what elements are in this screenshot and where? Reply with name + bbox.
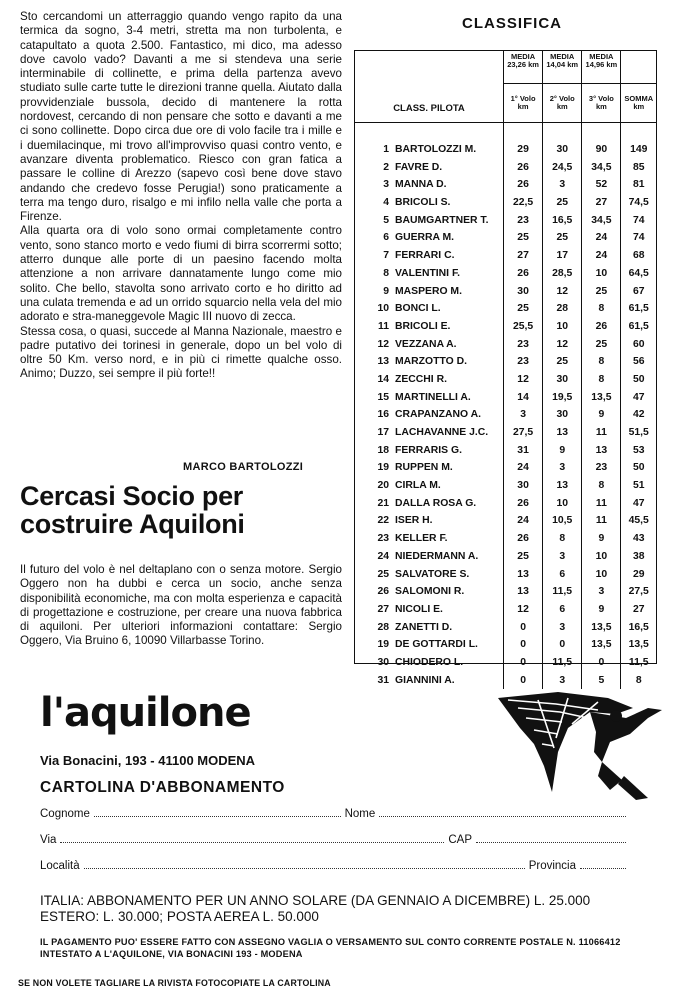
- volo1-cell: 27: [504, 247, 543, 265]
- pilot-name-cell: VALENTINI F.: [395, 267, 461, 279]
- volo1-cell: 3: [504, 406, 543, 424]
- pilot-name-cell: DALLA ROSA G.: [395, 497, 477, 509]
- volo1-cell: 29: [504, 141, 543, 159]
- rank-cell: 19: [377, 462, 389, 474]
- table-row: [355, 654, 656, 672]
- pilot-name-cell: NIEDERMANN A.: [395, 550, 479, 562]
- pilot-name-cell: FERRARI C.: [395, 250, 455, 262]
- volo3-cell: 34,5: [582, 211, 621, 229]
- volo-header: [504, 83, 543, 122]
- pilot-column-header: CLASS. PILOTA: [355, 51, 504, 123]
- volo-label: 3° Volo: [588, 93, 614, 103]
- somma-cell: 47: [621, 494, 656, 512]
- somma-cell: 81: [621, 176, 656, 194]
- rank-cell: 13: [377, 356, 389, 368]
- table-row: [355, 618, 656, 636]
- volo3-cell: 27: [582, 194, 621, 212]
- rank-cell: 28: [377, 621, 389, 633]
- table-row: [355, 247, 656, 265]
- somma-cell: 53: [621, 441, 656, 459]
- price-estero: ESTERO: L. 30.000; POSTA AEREA L. 50.000: [40, 909, 319, 924]
- volo3-cell: 11: [582, 512, 621, 530]
- somma-cell: 42: [621, 406, 656, 424]
- volo2-cell: 12: [543, 335, 582, 353]
- volo3-cell: 3: [582, 583, 621, 601]
- table-row: [355, 671, 656, 689]
- somma-cell: 74,5: [621, 194, 656, 212]
- form-row-city: [40, 860, 630, 872]
- article-story: [20, 10, 342, 382]
- pilot-name-cell: KELLER F.: [395, 533, 448, 545]
- volo3-cell: 11: [582, 494, 621, 512]
- publisher-address: Via Bonacini, 193 - 41100 MODENA: [40, 753, 256, 768]
- somma-cell: 29: [621, 565, 656, 583]
- table-row: [355, 141, 656, 159]
- volo2-cell: 3: [543, 548, 582, 566]
- volo2-cell: 11,5: [543, 654, 582, 672]
- pilot-name-cell: NICOLI E.: [395, 603, 443, 615]
- volo3-cell: 10: [582, 265, 621, 283]
- rank-cell: 9: [383, 285, 389, 297]
- table-row: [355, 176, 656, 194]
- volo3-cell: 9: [582, 406, 621, 424]
- rank-cell: 30: [377, 656, 389, 668]
- volo2-cell: 10: [543, 318, 582, 336]
- somma-cell: 8: [621, 671, 656, 689]
- somma-cell: 60: [621, 335, 656, 353]
- volo1-cell: 31: [504, 441, 543, 459]
- pilot-name-cell: MASPERO M.: [395, 285, 462, 297]
- story-paragraph: Stessa cosa, o quasi, succede al Manna Nazionale, maestro e padre putativo dei torinesi in generale, dopo un bel volo di oltre 50 Km. verso nord, e in più ci rimette qualche osso. Animo; Duzzo, sei sempre il più forte!!: [20, 324, 342, 381]
- volo2-cell: 24,5: [543, 158, 582, 176]
- story-paragraph: Alla quarta ora di volo sono ormai completamente contro vento, sono stanco morto e vedo fiumi di birra scorrermi sotto; atterro dunque alle porte di un paesino facendo molta attenzione a non arrivare dannatamente lungo come mio solito. Che bello, stavolta sono arrivato corto e ho diritto ad una culata tremenda e ad un orrido squarcio nella vela del mio adorato e stra-maneggevole Magic III nuovo di zecca.: [20, 224, 342, 324]
- volo1-cell: 24: [504, 459, 543, 477]
- volo-header: [582, 83, 621, 122]
- rank-cell: 25: [377, 568, 389, 580]
- pilot-name-cell: LACHAVANNE J.C.: [395, 427, 489, 439]
- volo2-cell: 30: [543, 141, 582, 159]
- volo2-cell: 9: [543, 441, 582, 459]
- cap-field[interactable]: [476, 841, 626, 843]
- volo-unit: km: [517, 101, 529, 111]
- media-header: [543, 51, 582, 83]
- volo2-cell: 0: [543, 636, 582, 654]
- volo3-cell: 5: [582, 671, 621, 689]
- volo1-cell: 0: [504, 618, 543, 636]
- volo3-cell: 8: [582, 371, 621, 389]
- table-row: [355, 300, 656, 318]
- media-value: 14,04 km: [546, 60, 579, 69]
- rank-cell: 22: [377, 515, 389, 527]
- volo1-cell: 26: [504, 265, 543, 283]
- rank-cell: 18: [377, 444, 389, 456]
- table-row: [355, 211, 656, 229]
- somma-cell: 149: [621, 141, 656, 159]
- classifica-title: CLASSIFICA: [462, 15, 562, 32]
- volo1-cell: 26: [504, 158, 543, 176]
- rank-cell: 10: [377, 303, 389, 315]
- volo2-cell: 3: [543, 176, 582, 194]
- pilot-name-cell: ISER H.: [395, 515, 433, 527]
- volo3-cell: 52: [582, 176, 621, 194]
- rank-cell: 21: [377, 497, 389, 509]
- volo3-cell: 10: [582, 565, 621, 583]
- volo1-cell: 30: [504, 282, 543, 300]
- volo2-cell: 6: [543, 601, 582, 619]
- pilot-name-cell: SALVATORE S.: [395, 568, 470, 580]
- volo1-cell: 13: [504, 583, 543, 601]
- subscription-card-title: CARTOLINA D'ABBONAMENTO: [40, 779, 285, 796]
- table-row: [355, 424, 656, 442]
- volo2-cell: 30: [543, 406, 582, 424]
- volo3-cell: 25: [582, 335, 621, 353]
- volo1-cell: 0: [504, 636, 543, 654]
- volo2-cell: 28,5: [543, 265, 582, 283]
- volo1-cell: 25,5: [504, 318, 543, 336]
- table-row: [355, 565, 656, 583]
- somma-cell: 68: [621, 247, 656, 265]
- volo3-cell: 13: [582, 441, 621, 459]
- pilot-name-cell: RUPPEN M.: [395, 462, 453, 474]
- volo2-cell: 16,5: [543, 211, 582, 229]
- volo1-cell: 12: [504, 601, 543, 619]
- volo2-cell: 3: [543, 618, 582, 636]
- rank-cell: 5: [383, 214, 389, 226]
- subscription-prices: [40, 893, 640, 925]
- media-header-empty: [621, 51, 656, 83]
- rank-cell: 26: [377, 586, 389, 598]
- volo-unit: km: [556, 101, 568, 111]
- volo3-cell: 26: [582, 318, 621, 336]
- volo1-cell: 26: [504, 530, 543, 548]
- rank-cell: 19: [377, 639, 389, 651]
- somma-cell: 13,5: [621, 636, 656, 654]
- provincia-field[interactable]: [580, 867, 626, 869]
- pilot-name-cell: GIANNINI A.: [395, 674, 455, 686]
- volo3-cell: 13,5: [582, 388, 621, 406]
- volo2-cell: 30: [543, 371, 582, 389]
- somma-cell: 56: [621, 353, 656, 371]
- pilot-name-cell: CIRLA M.: [395, 480, 441, 492]
- volo2-cell: 28: [543, 300, 582, 318]
- media-value: 14,96 km: [585, 60, 618, 69]
- somma-cell: 64,5: [621, 265, 656, 283]
- pilot-name-cell: MARZOTTO D.: [395, 356, 467, 368]
- volo1-cell: 13: [504, 565, 543, 583]
- volo3-cell: 25: [582, 282, 621, 300]
- somma-unit: km: [633, 101, 645, 111]
- table-row: [355, 530, 656, 548]
- table-row: [355, 282, 656, 300]
- story-author: MARCO BARTOLOZZI: [183, 461, 304, 473]
- somma-cell: 74: [621, 229, 656, 247]
- volo3-cell: 23: [582, 459, 621, 477]
- somma-cell: 11,5: [621, 654, 656, 672]
- nome-label: Nome: [344, 808, 376, 820]
- hang-glider-bird-icon: [498, 688, 668, 808]
- pilot-name-cell: CRAPANZANO A.: [395, 409, 482, 421]
- somma-cell: 61,5: [621, 300, 656, 318]
- volo1-cell: 12: [504, 371, 543, 389]
- somma-cell: 51,5: [621, 424, 656, 442]
- volo2-cell: 13: [543, 477, 582, 495]
- volo2-cell: 25: [543, 353, 582, 371]
- volo3-cell: 13,5: [582, 636, 621, 654]
- volo3-cell: 9: [582, 530, 621, 548]
- somma-cell: 27: [621, 601, 656, 619]
- volo1-cell: 30: [504, 477, 543, 495]
- rank-cell: 16: [377, 409, 389, 421]
- volo2-cell: 3: [543, 459, 582, 477]
- volo2-cell: 11,5: [543, 583, 582, 601]
- somma-cell: 50: [621, 459, 656, 477]
- somma-cell: 61,5: [621, 318, 656, 336]
- table-row: [355, 459, 656, 477]
- pilot-name-cell: BRICOLI S.: [395, 197, 451, 209]
- volo2-cell: 19,5: [543, 388, 582, 406]
- provincia-label: Provincia: [528, 860, 576, 872]
- localita-field[interactable]: [84, 867, 525, 869]
- volo2-cell: 12: [543, 282, 582, 300]
- somma-cell: 74: [621, 211, 656, 229]
- media-header: [582, 51, 621, 83]
- classifica-table-box: [354, 50, 657, 686]
- rank-cell: 20: [377, 480, 389, 492]
- volo1-cell: 14: [504, 388, 543, 406]
- payment-note: IL PAGAMENTO PUO' ESSERE FATTO CON ASSEGNO VAGLIA O VERSAMENTO SUL CONTO CORRENTE POSTALE N. 11066412 INTESTATO A L'AQUILONE, VIA BONACINI 193 - MODENA: [40, 937, 621, 959]
- cap-label: CAP: [448, 834, 472, 846]
- volo1-cell: 0: [504, 654, 543, 672]
- table-row: [355, 318, 656, 336]
- rank-cell: 8: [383, 267, 389, 279]
- table-row: [355, 371, 656, 389]
- pilot-name-cell: BONCI L.: [395, 303, 441, 315]
- table-row: [355, 441, 656, 459]
- price-italia: ITALIA: ABBONAMENTO PER UN ANNO SOLARE (DA GENNAIO A DICEMBRE) L. 25.000: [40, 893, 591, 908]
- volo1-cell: 24: [504, 512, 543, 530]
- volo1-cell: 23: [504, 335, 543, 353]
- somma-cell: 38: [621, 548, 656, 566]
- aquilone-logo: l'aquilone: [40, 690, 251, 736]
- pilot-name-cell: VEZZANA A.: [395, 338, 457, 350]
- somma-cell: 51: [621, 477, 656, 495]
- table-row: [355, 548, 656, 566]
- rank-cell: 23: [377, 533, 389, 545]
- volo3-cell: 11: [582, 424, 621, 442]
- volo1-cell: 26: [504, 176, 543, 194]
- volo2-cell: 25: [543, 229, 582, 247]
- rank-cell: 2: [383, 161, 389, 173]
- volo2-cell: 3: [543, 671, 582, 689]
- somma-cell: 67: [621, 282, 656, 300]
- volo3-cell: 9: [582, 601, 621, 619]
- volo1-cell: 26: [504, 494, 543, 512]
- table-row: [355, 494, 656, 512]
- table-row: [355, 583, 656, 601]
- classifica-table: [355, 51, 656, 689]
- volo1-cell: 23: [504, 211, 543, 229]
- volo3-cell: 24: [582, 247, 621, 265]
- rank-cell: 12: [377, 338, 389, 350]
- media-label: MEDIA: [550, 52, 575, 61]
- volo2-cell: 10: [543, 494, 582, 512]
- via-field[interactable]: [60, 841, 444, 843]
- volo2-cell: 10,5: [543, 512, 582, 530]
- volo1-cell: 25: [504, 300, 543, 318]
- pilot-name-cell: BRICOLI E.: [395, 320, 451, 332]
- somma-cell: 47: [621, 388, 656, 406]
- table-row: [355, 636, 656, 654]
- table-row: [355, 335, 656, 353]
- volo3-cell: 0: [582, 654, 621, 672]
- rank-cell: 7: [383, 250, 389, 262]
- rank-cell: 3: [383, 179, 389, 191]
- rank-cell: 6: [383, 232, 389, 244]
- volo-label: 1° Volo: [510, 93, 536, 103]
- pilot-name-cell: CHIODERO L.: [395, 656, 464, 668]
- volo3-cell: 24: [582, 229, 621, 247]
- rank-cell: 15: [377, 391, 389, 403]
- somma-cell: 85: [621, 158, 656, 176]
- volo3-cell: 8: [582, 300, 621, 318]
- pilot-name-cell: MANNA D.: [395, 179, 447, 191]
- volo1-cell: 25: [504, 548, 543, 566]
- rank-cell: 31: [377, 674, 389, 686]
- pilot-name-cell: MARTINELLI A.: [395, 391, 471, 403]
- somma-cell: 16,5: [621, 618, 656, 636]
- table-row: [355, 229, 656, 247]
- form-row-name: [40, 808, 630, 820]
- volo3-cell: 34,5: [582, 158, 621, 176]
- volo3-cell: 8: [582, 353, 621, 371]
- rank-cell: 27: [377, 603, 389, 615]
- story-paragraph: Sto cercandomi un atterraggio quando vengo rapito da una termica da sogno, 3-4 metri, stretta ma non turbolenta, e catapultato a quota 2.500. Fantastico, mi dico, ma adesso dove cavolo vado? Davanti a me si stendeva una serie interminabile di collinette, e prima della partenza avevo studiato sulle carte tutte le direzioni tranne quella. Aiutato dalla provvidenziale bussola, decido di mantenere la rotta nordovest, cercando di non pensare che sotto e davanti a me ci sono collinette. Dopo circa due ore di volo facile tra i mille e i duemilacinque, mi trovo all'improvviso quasi contro vento, e avanzare diventa problematico. Riesco con gran fatica a passare le colline di Arezzo (sapevo così bene dove stavo andando che credevo fosse Perugia!) sono praticamente a terra ma tengo duro, risalgo e mi infilo nella valle che porta a Firenze.: [20, 10, 342, 224]
- pilot-name-cell: BARTOLOZZI M.: [395, 144, 477, 156]
- rank-cell: 4: [383, 197, 389, 209]
- somma-cell: 43: [621, 530, 656, 548]
- rank-cell: 17: [377, 427, 389, 439]
- table-row: [355, 388, 656, 406]
- pilot-name-cell: ZANETTI D.: [395, 621, 453, 633]
- rank-cell: 11: [378, 320, 389, 332]
- volo-label: 2° Volo: [549, 93, 575, 103]
- volo1-cell: 27,5: [504, 424, 543, 442]
- volo3-cell: 13,5: [582, 618, 621, 636]
- photocopy-note: SE NON VOLETE TAGLIARE LA RIVISTA FOTOCOPIATE LA CARTOLINA: [18, 978, 331, 988]
- volo3-cell: 10: [582, 548, 621, 566]
- cognome-field[interactable]: [94, 815, 341, 817]
- table-row: [355, 406, 656, 424]
- table-row: [355, 601, 656, 619]
- pilot-name-cell: DE GOTTARDI L.: [395, 639, 478, 651]
- socio-title: Cercasi Socio per costruire Aquiloni: [20, 481, 245, 539]
- table-row: [355, 477, 656, 495]
- pilot-name-cell: SALOMONI R.: [395, 586, 465, 598]
- pilot-name-cell: GUERRA M.: [395, 232, 455, 244]
- somma-cell: 27,5: [621, 583, 656, 601]
- table-row: [355, 265, 656, 283]
- volo1-cell: 22,5: [504, 194, 543, 212]
- table-row: [355, 512, 656, 530]
- media-label: MEDIA: [589, 52, 614, 61]
- pilot-name-cell: BAUMGARTNER T.: [395, 214, 489, 226]
- volo1-cell: 0: [504, 671, 543, 689]
- volo3-cell: 8: [582, 477, 621, 495]
- pilot-name-cell: ZECCHI R.: [395, 373, 447, 385]
- rank-cell: 14: [377, 373, 389, 385]
- localita-label: Località: [40, 860, 80, 872]
- volo2-cell: 13: [543, 424, 582, 442]
- volo-unit: km: [595, 101, 607, 111]
- volo2-cell: 17: [543, 247, 582, 265]
- volo3-cell: 90: [582, 141, 621, 159]
- volo2-cell: 8: [543, 530, 582, 548]
- somma-cell: 45,5: [621, 512, 656, 530]
- somma-label: SOMMA: [624, 93, 654, 103]
- volo2-cell: 25: [543, 194, 582, 212]
- media-label: MEDIA: [510, 52, 536, 61]
- via-label: Via: [40, 834, 57, 846]
- pilot-name-cell: FERRARIS G.: [395, 444, 462, 456]
- form-row-address: [40, 834, 630, 846]
- cognome-label: Cognome: [40, 808, 90, 820]
- table-row: [355, 158, 656, 176]
- volo1-cell: 23: [504, 353, 543, 371]
- media-value: 23,26 km: [507, 60, 539, 69]
- table-row: [355, 353, 656, 371]
- somma-cell: 50: [621, 371, 656, 389]
- rank-cell: 24: [377, 550, 389, 562]
- table-row: [355, 194, 656, 212]
- somma-header: [621, 83, 656, 122]
- socio-text: Il futuro del volo è nel deltaplano con o senza motore. Sergio Oggero non ha dubbi e cerca un socio, anche senza disponibilità economiche, ma con molta esperienza e capacità di progettazione e costruzione, per creare una nuova fabbrica di aquiloni. Per ulteriori informazioni contattare: Sergio Oggero, Via Bruino 6, 10090 Villarbasse Torino.: [20, 563, 342, 648]
- rank-cell: 1: [383, 144, 389, 156]
- nome-field[interactable]: [379, 815, 626, 817]
- pilot-name-cell: FAVRE D.: [395, 161, 443, 173]
- volo2-cell: 6: [543, 565, 582, 583]
- media-header: [504, 51, 543, 83]
- volo1-cell: 25: [504, 229, 543, 247]
- volo-header: [543, 83, 582, 122]
